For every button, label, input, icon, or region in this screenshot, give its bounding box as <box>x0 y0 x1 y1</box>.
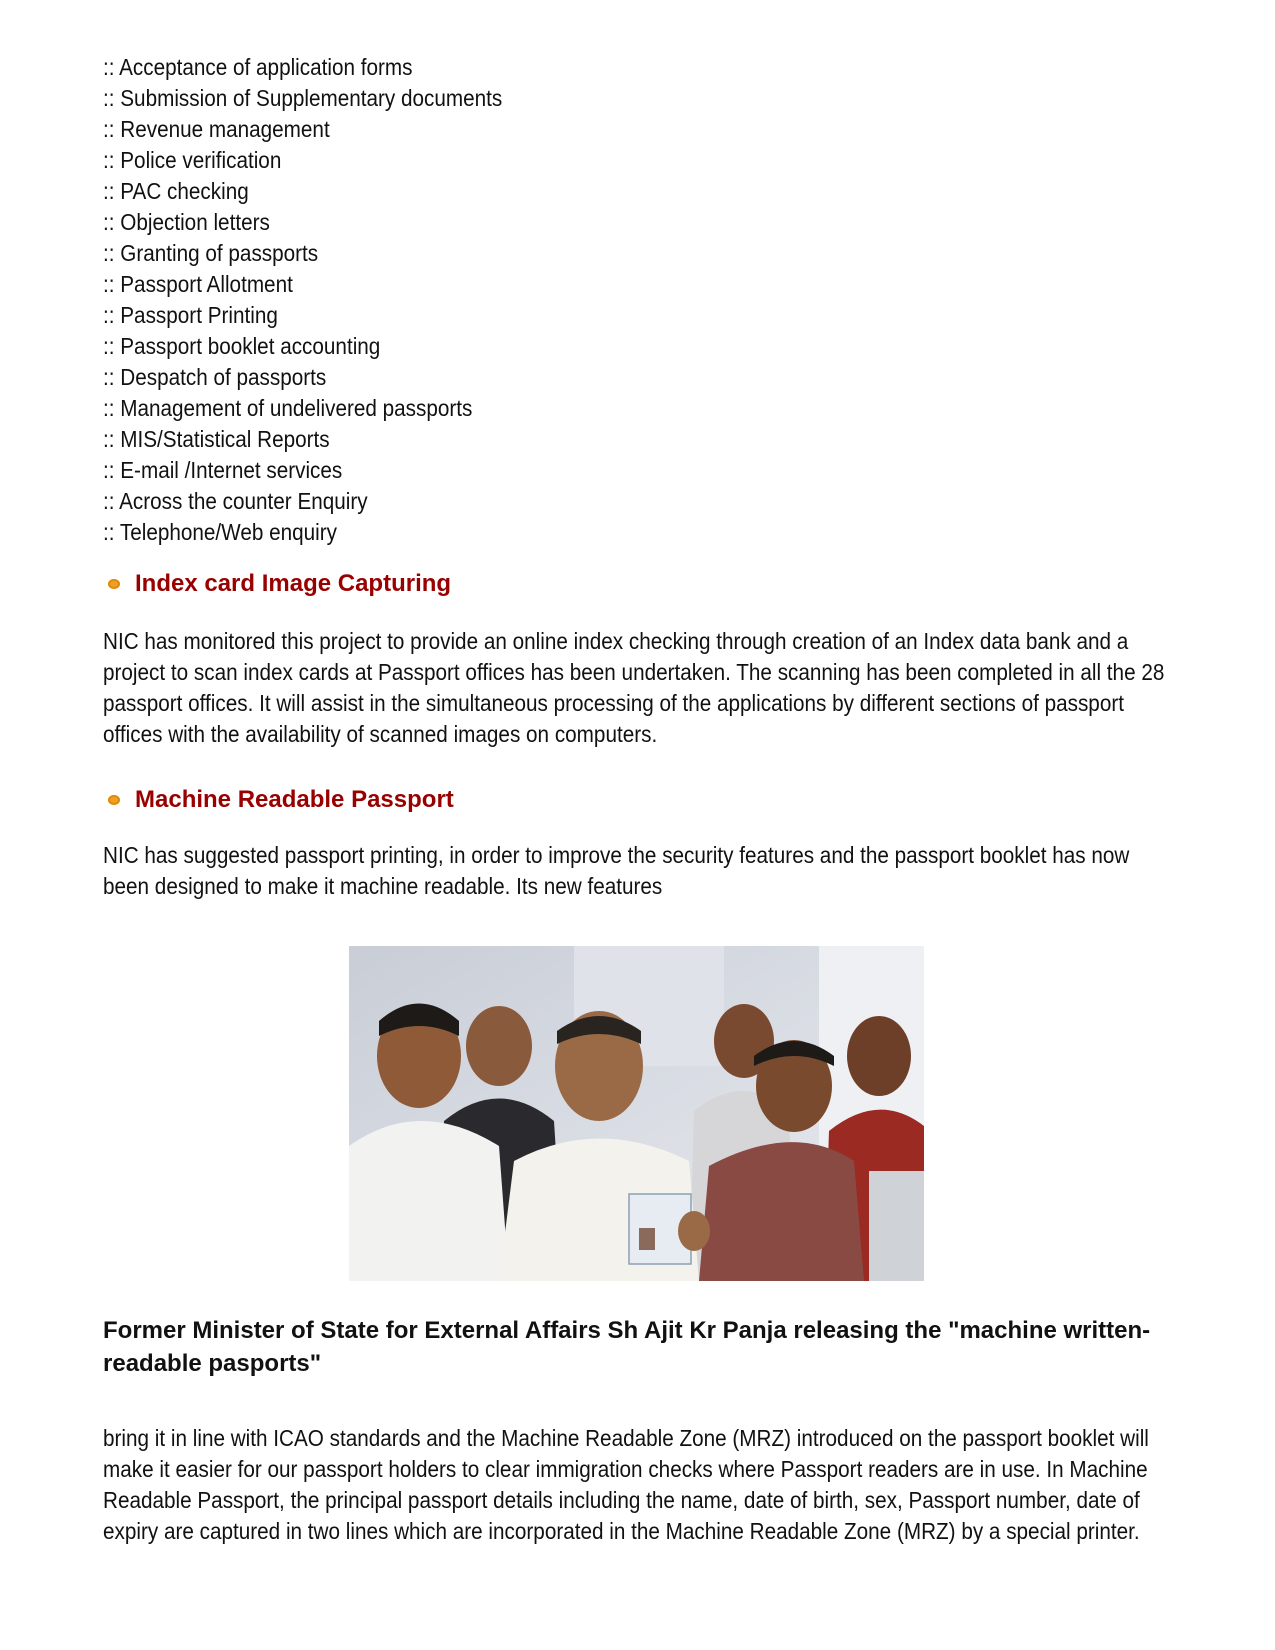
list-item: :: Passport Printing <box>103 302 278 328</box>
list-item: :: Telephone/Web enquiry <box>103 519 337 545</box>
list-item: :: Objection letters <box>103 209 270 235</box>
list-item: :: Police verification <box>103 147 282 173</box>
list-item: :: Management of undelivered passports <box>103 395 473 421</box>
section-heading-index-card <box>103 570 1223 598</box>
event-photo <box>349 946 924 1281</box>
list-item: :: Revenue management <box>103 116 330 142</box>
list-item: :: Acceptance of application forms <box>103 54 413 80</box>
list-item: :: Passport Allotment <box>103 271 293 297</box>
list-item: :: PAC checking <box>103 178 249 204</box>
list-item: :: E-mail /Internet services <box>103 457 343 483</box>
list-item: :: MIS/Statistical Reports <box>103 426 330 452</box>
section-body: NIC has monitored this project to provide an online index checking through creation of an Index data bank and a project to scan index cards at Passport offices has been undertaken. The scanning has been completed in all the 28 passport offices. It will assist in the simultaneous processing of the applications by different sections of passport offices with the availability of scanned images on computers. <box>103 628 1165 747</box>
photo-caption: Former Minister of State for External Affairs Sh Ajit Kr Panja releasing the "machine written-readable pasports" <box>103 1317 1151 1377</box>
document-page <box>103 52 1223 1547</box>
photo-illustration <box>349 946 924 1281</box>
list-item: :: Across the counter Enquiry <box>103 488 368 514</box>
list-item: :: Passport booklet accounting <box>103 333 381 359</box>
list-item: :: Granting of passports <box>103 240 319 266</box>
closing-paragraph: bring it in line with ICAO standards and the Machine Readable Zone (MRZ) introduced on the passport booklet will make it easier for our passport holders to clear immigration checks where Passport readers are in use. In Machine Readable Passport, the principal passport details including the name, date of birth, sex, Passport number, date of expiry are captured in two lines which are incorporated in the Machine Readable Zone (MRZ) by a special printer. <box>103 1425 1149 1544</box>
list-item: :: Despatch of passports <box>103 364 327 390</box>
bullet-icon <box>108 579 120 589</box>
section-body: NIC has suggested passport printing, in order to improve the security features and the passport booklet has now been designed to make it machine readable. Its new features <box>103 842 1130 899</box>
section-title: Index card Image Capturing <box>135 570 452 597</box>
bullet-icon <box>108 795 120 805</box>
section-heading-mrp <box>103 786 1223 814</box>
list-item: :: Submission of Supplementary documents <box>103 85 503 111</box>
section-title: Machine Readable Passport <box>135 786 454 813</box>
process-list <box>103 52 1223 548</box>
